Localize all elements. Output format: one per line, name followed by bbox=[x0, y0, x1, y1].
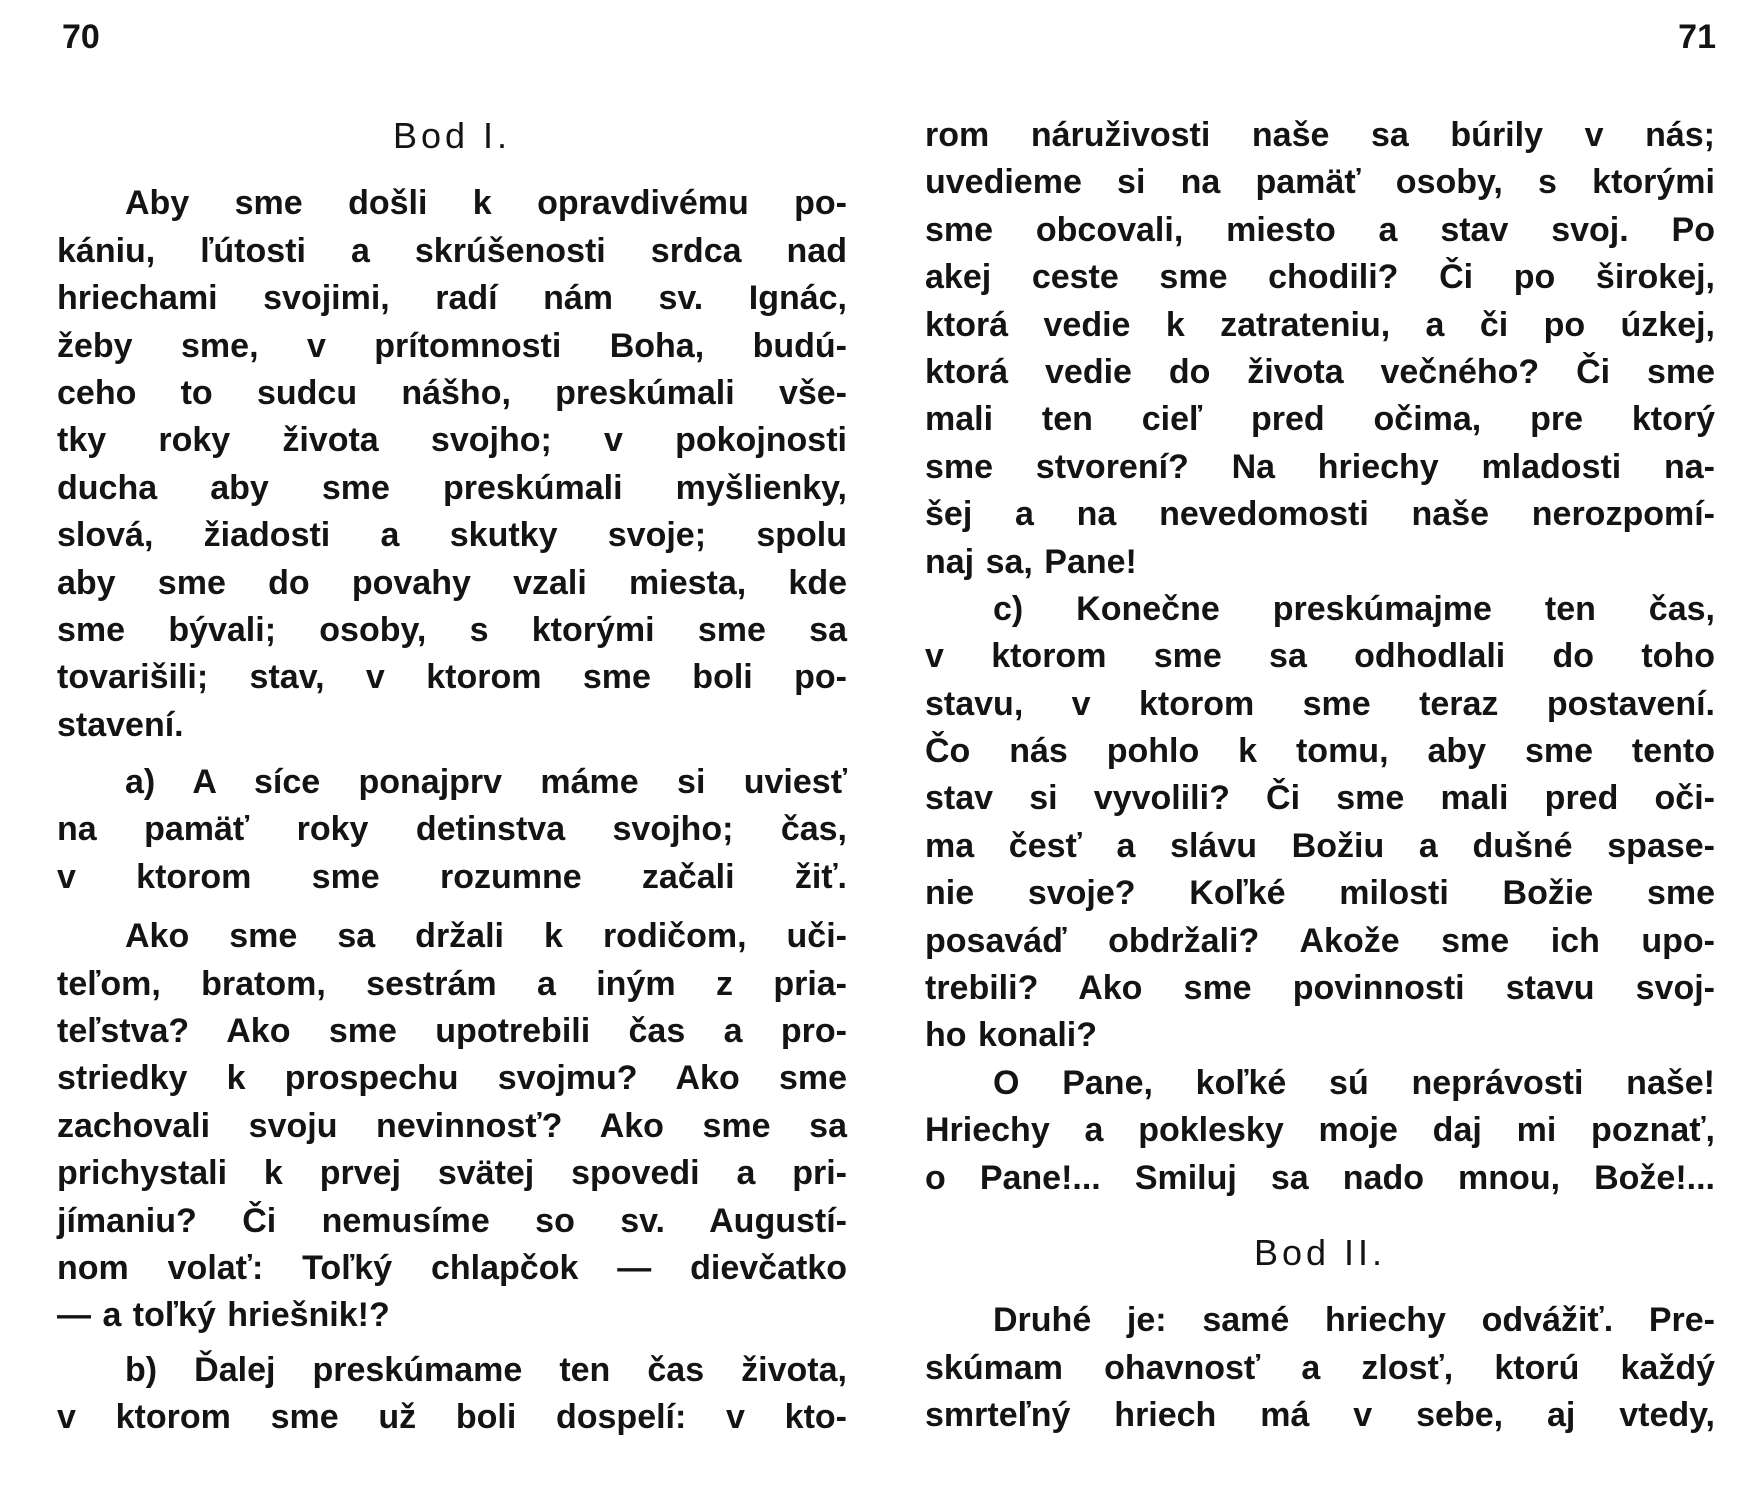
text-line: — a toľký hriešnik!? bbox=[57, 1296, 390, 1335]
text-line: ktorá vedie k zatrateniu, a či po úzkej, bbox=[925, 305, 1715, 344]
text-line: hriechami svojimi, radí nám sv. Ignác, bbox=[57, 279, 847, 318]
text-line: stavu, v ktorom sme teraz postavení. bbox=[925, 684, 1715, 723]
left-body bbox=[57, 180, 847, 1441]
text-line: sme bývali; osoby, s ktorými sme sa bbox=[57, 610, 847, 649]
text-line: jímaniu? Či nemusíme so sv. Augustí- bbox=[57, 1201, 847, 1240]
left-page-column bbox=[57, 112, 847, 1442]
text-line: teľom, bratom, sestrám a iným z pria- bbox=[57, 964, 847, 1003]
text-line: sme obcovali, miesto a stav svoj. Po bbox=[925, 210, 1715, 249]
text-line: ma česť a slávu Božiu a dušné spase- bbox=[925, 826, 1715, 865]
text-line: v ktorom sme sa odhodlali do toho bbox=[925, 637, 1715, 676]
text-line: slová, žiadosti a skutky svoje; spolu bbox=[57, 516, 847, 555]
text-line: posaváď obdržali? Akože sme ich upo- bbox=[925, 921, 1715, 960]
paragraph bbox=[57, 180, 847, 749]
text-line: v ktorom sme už boli dospelí: v kto- bbox=[57, 1398, 847, 1437]
text-line: Ako sme sa držali k rodičom, uči- bbox=[125, 917, 847, 956]
right-body-after-heading bbox=[925, 1297, 1715, 1439]
text-line: ktorá vedie do života večného? Či sme bbox=[925, 352, 1715, 391]
text-line: prichystali k prvej svätej spovedi a pri- bbox=[57, 1154, 847, 1193]
text-line: v ktorom sme rozumne začali žiť. bbox=[57, 857, 847, 896]
text-line: ho konali? bbox=[925, 1016, 1097, 1055]
text-line: nie svoje? Koľké milosti Božie sme bbox=[925, 874, 1715, 913]
page-number-right: 71 bbox=[1678, 18, 1716, 56]
right-body bbox=[925, 112, 1715, 1202]
text-line: O Pane, koľké sú neprávosti naše! bbox=[993, 1063, 1715, 1102]
text-line: ducha aby sme preskúmali myšlienky, bbox=[57, 468, 847, 507]
paragraph bbox=[925, 1060, 1715, 1202]
text-line: naj sa, Pane! bbox=[925, 542, 1137, 581]
text-line: sme stvorení? Na hriechy mladosti na- bbox=[925, 447, 1715, 486]
text-line: Aby sme došli k opravdivému po- bbox=[125, 184, 847, 223]
text-line: mali ten cieľ pred očima, pre ktorý bbox=[925, 400, 1715, 439]
text-line: tovarišili; stav, v ktorom sme boli po- bbox=[57, 658, 847, 697]
text-line: ceho to sudcu nášho, preskúmali vše- bbox=[57, 373, 847, 412]
text-line: teľstva? Ako sme upotrebili čas a pro- bbox=[57, 1012, 847, 1051]
text-line: rom náruživosti naše sa búrily v nás; bbox=[925, 116, 1715, 154]
text-line: trebili? Ako sme povinnosti stavu svoj- bbox=[925, 969, 1715, 1008]
page-number-left: 70 bbox=[62, 18, 100, 56]
text-line: skúmam ohavnosť a zlosť, ktorú každý bbox=[925, 1348, 1715, 1387]
text-line: stav si vyvolili? Či sme mali pred oči- bbox=[925, 779, 1715, 818]
paragraph bbox=[57, 759, 847, 901]
paragraph bbox=[925, 586, 1715, 1060]
paragraph bbox=[925, 1297, 1715, 1439]
text-line: akej ceste sme chodili? Či po širokej, bbox=[925, 258, 1715, 297]
text-line: smrteľný hriech má v sebe, aj vtedy, bbox=[925, 1396, 1715, 1435]
text-line: Hriechy a poklesky moje daj mi poznať, bbox=[925, 1111, 1715, 1150]
text-line: c) Konečne preskúmajme ten čas, bbox=[993, 589, 1715, 628]
text-line: o Pane!... Smiluj sa nado mnou, Bože!... bbox=[925, 1158, 1715, 1197]
text-line: kániu, ľútosti a skrúšenosti srdca nad bbox=[57, 231, 847, 270]
paragraph bbox=[57, 913, 847, 1340]
text-line: stavení. bbox=[57, 705, 184, 744]
right-page-column bbox=[925, 112, 1715, 1440]
text-line: uvedieme si na pamäť osoby, s ktorými bbox=[925, 163, 1715, 202]
text-line: nom volať: Toľký chlapčok — dievčatko bbox=[57, 1248, 847, 1287]
text-line: Druhé je: samé hriechy odvážiť. Pre- bbox=[993, 1301, 1715, 1340]
paragraph bbox=[925, 112, 1715, 586]
text-line: zachovali svoju nevinnosť? Ako sme sa bbox=[57, 1106, 847, 1145]
section-heading: Bod II. bbox=[1253, 1231, 1387, 1273]
text-line: Čo nás pohlo k tomu, aby sme tento bbox=[925, 732, 1715, 771]
text-line: žeby sme, v prítomnosti Boha, budú- bbox=[57, 326, 847, 365]
paragraph bbox=[57, 1347, 847, 1442]
text-line: aby sme do povahy vzali miesta, kde bbox=[57, 563, 847, 602]
text-line: na pamäť roky detinstva svojho; čas, bbox=[57, 810, 847, 849]
text-line: striedky k prospechu svojmu? Ako sme bbox=[57, 1059, 847, 1098]
text-line: b) Ďalej preskúmame ten čas života, bbox=[125, 1350, 847, 1389]
text-line: a) A síce ponajprv máme si uviesť bbox=[125, 763, 847, 802]
text-line: tky roky života svojho; v pokojnosti bbox=[57, 421, 847, 460]
text-line: šej a na nevedomosti naše nerozpomí- bbox=[925, 495, 1715, 534]
section-heading: Bod I. bbox=[392, 115, 512, 156]
